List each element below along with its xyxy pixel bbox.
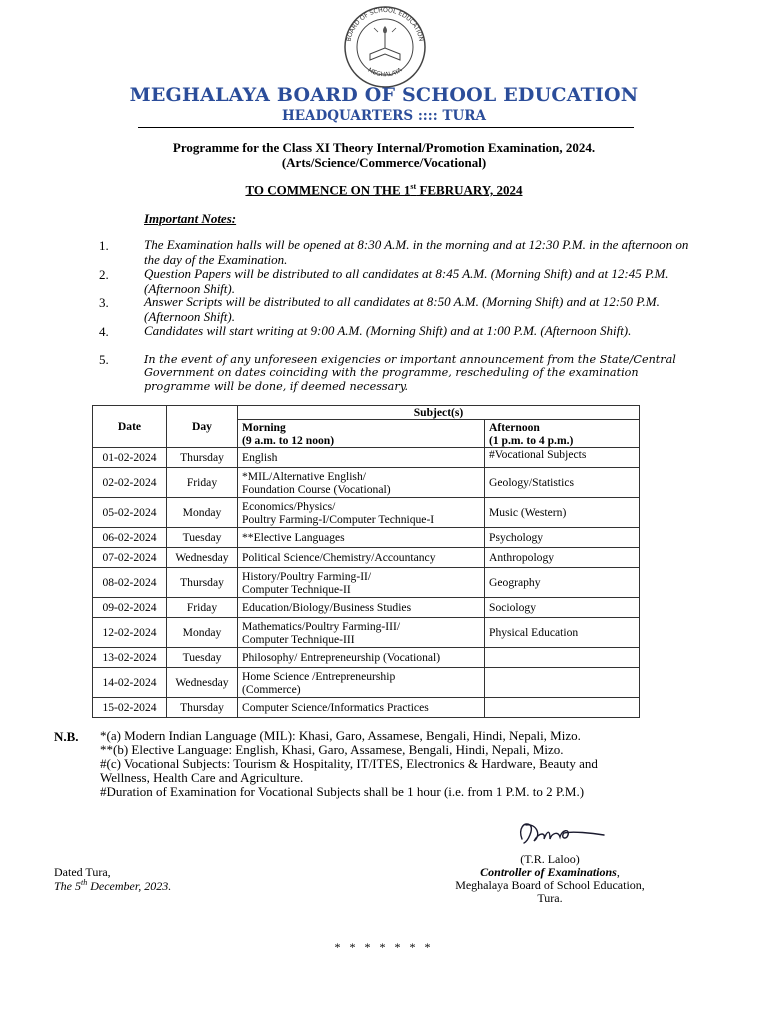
cell-morning: English [238, 448, 485, 468]
schedule-row [93, 548, 640, 568]
cell-afternoon [485, 648, 640, 668]
cell-day: Friday [167, 468, 238, 498]
note-number: 4. [99, 324, 109, 339]
cell-day: Friday [167, 598, 238, 618]
programme-streams: (Arts/Science/Commerce/Vocational) [281, 155, 487, 170]
cell-morning: Mathematics/Poultry Farming-III/ Computer Technique-III [238, 618, 485, 648]
cell-afternoon: Geography [485, 568, 640, 598]
schedule-row [93, 448, 640, 468]
schedule-row [93, 598, 640, 618]
header-divider [138, 127, 634, 128]
cell-date: 15-02-2024 [93, 698, 167, 718]
cell-morning: Political Science/Chemistry/Accountancy [238, 548, 485, 568]
schedule-row [93, 498, 640, 528]
signatory-organisation: Meghalaya Board of School Education, [455, 878, 645, 892]
schedule-body [93, 448, 640, 718]
cell-afternoon: Music (Western) [485, 498, 640, 528]
schedule-row [93, 698, 640, 718]
cell-afternoon: Anthropology [485, 548, 640, 568]
cell-day: Wednesday [167, 548, 238, 568]
dated-label: Dated Tura, [54, 865, 111, 879]
note-text: Answer Scripts will be distributed to all candidates at 8:50 A.M. (Morning Shift) and at 12:50 P.M. (Afternoon Shift). [144, 294, 660, 324]
note-text: In the event of any unforeseen exigencies or important announcement from the State/Central Government on dates coinciding with the programme, rescheduling of the examination programme will be done, if deemed necessary. [144, 353, 676, 393]
nb-line: Wellness, Health Care and Agriculture. [100, 770, 304, 785]
cell-date: 09-02-2024 [93, 598, 167, 618]
issue-date: The 5th December, 2023. [54, 878, 172, 893]
cell-day: Monday [167, 498, 238, 528]
cell-morning: Education/Biology/Business Studies [238, 598, 485, 618]
svg-text:BOARD OF SCHOOL EDUCATION: BOARD OF SCHOOL EDUCATION [345, 6, 425, 43]
header-day: Day [167, 406, 238, 448]
header-date: Date [93, 406, 167, 448]
cell-day: Wednesday [167, 668, 238, 698]
cell-morning: Philosophy/ Entrepreneurship (Vocational) [238, 648, 485, 668]
note-number: 1. [99, 238, 109, 253]
signatory-name: (T.R. Laloo) [520, 852, 580, 866]
svg-text:MEGHALAYA: MEGHALAYA [366, 66, 404, 79]
cell-morning: **Elective Languages [238, 528, 485, 548]
cell-day: Tuesday [167, 528, 238, 548]
cell-day: Thursday [167, 698, 238, 718]
schedule-row [93, 468, 640, 498]
headquarters-line: HEADQUARTERS :::: TURA [282, 108, 486, 124]
schedule-row [93, 668, 640, 698]
note-number: 2. [99, 267, 109, 282]
nb-line: #Duration of Examination for Vocational Subjects shall be 1 hour (i.e. from 1 P.M. to 2 P.M.) [100, 784, 585, 799]
cell-morning: Economics/Physics/ Poultry Farming-I/Computer Technique-I [238, 498, 485, 528]
cell-date: 12-02-2024 [93, 618, 167, 648]
signature-image [512, 815, 608, 851]
cell-morning: Computer Science/Informatics Practices [238, 698, 485, 718]
note-text: The Examination halls will be opened at 8:30 A.M. in the morning and at 12:30 P.M. in the afternoon on the day of the Examination. [144, 237, 689, 267]
cell-morning: History/Poultry Farming-II/ Computer Technique-II [238, 568, 485, 598]
nb-line: *(a) Modern Indian Language (MIL): Khasi, Garo, Assamese, Bengali, Hindi, Nepali, Mizo. [100, 728, 581, 743]
cell-afternoon: #Vocational Subjects [485, 448, 640, 468]
nb-line: #(c) Vocational Subjects: Tourism & Hospitality, IT/ITES, Electronics & Hardware, Beauty and [100, 756, 598, 771]
cell-date: 13-02-2024 [93, 648, 167, 668]
schedule-row [93, 618, 640, 648]
cell-date: 06-02-2024 [93, 528, 167, 548]
cell-afternoon: Physical Education [485, 618, 640, 648]
signatory-title: Controller of Examinations, [480, 865, 620, 879]
header-afternoon: Afternoon (1 p.m. to 4 p.m.) [485, 420, 640, 448]
cell-date: 02-02-2024 [93, 468, 167, 498]
nb-label: N.B. [54, 729, 79, 744]
signatory-place: Tura. [537, 891, 563, 905]
board-emblem-logo [340, 4, 430, 90]
cell-day: Monday [167, 618, 238, 648]
cell-date: 14-02-2024 [93, 668, 167, 698]
cell-morning: *MIL/Alternative English/ Foundation Course (Vocational) [238, 468, 485, 498]
schedule-row [93, 648, 640, 668]
cell-day: Thursday [167, 448, 238, 468]
cell-afternoon: Sociology [485, 598, 640, 618]
cell-afternoon [485, 668, 640, 698]
important-notes-title: Important Notes: [144, 211, 237, 226]
cell-afternoon: Geology/Statistics [485, 468, 640, 498]
cell-date: 08-02-2024 [93, 568, 167, 598]
cell-day: Thursday [167, 568, 238, 598]
note-number: 5. [99, 352, 109, 367]
programme-title: Programme for the Class XI Theory Internal/Promotion Examination, 2024. [172, 140, 596, 155]
note-text: Candidates will start writing at 9:00 A.M. (Morning Shift) and at 1:00 P.M. (Afternoon Shift). [144, 323, 632, 338]
commence-date-heading: TO COMMENCE ON THE 1st FEBRUARY, 2024 [245, 182, 523, 198]
cell-afternoon: Psychology [485, 528, 640, 548]
schedule-row [93, 528, 640, 548]
schedule-row [93, 568, 640, 598]
cell-date: 01-02-2024 [93, 448, 167, 468]
cell-date: 05-02-2024 [93, 498, 167, 528]
cell-afternoon [485, 698, 640, 718]
board-title: MEGHALAYA BOARD OF SCHOOL EDUCATION [129, 84, 639, 106]
header-subjects: Subject(s) [238, 406, 640, 420]
exam-schedule-table [92, 405, 640, 718]
end-stars: * * * * * * * [334, 940, 434, 954]
nb-line: **(b) Elective Language: English, Khasi, Garo, Assamese, Bengali, Hindi, Nepali, Mizo. [100, 742, 564, 757]
note-text: Question Papers will be distributed to all candidates at 8:45 A.M. (Morning Shift) and at 12:45 P.M. (Afternoon Shift). [144, 266, 669, 296]
header-morning: Morning (9 a.m. to 12 noon) [238, 420, 485, 448]
note-number: 3. [99, 295, 109, 310]
cell-date: 07-02-2024 [93, 548, 167, 568]
cell-day: Tuesday [167, 648, 238, 668]
cell-morning: Home Science /Entrepreneurship (Commerce) [238, 668, 485, 698]
